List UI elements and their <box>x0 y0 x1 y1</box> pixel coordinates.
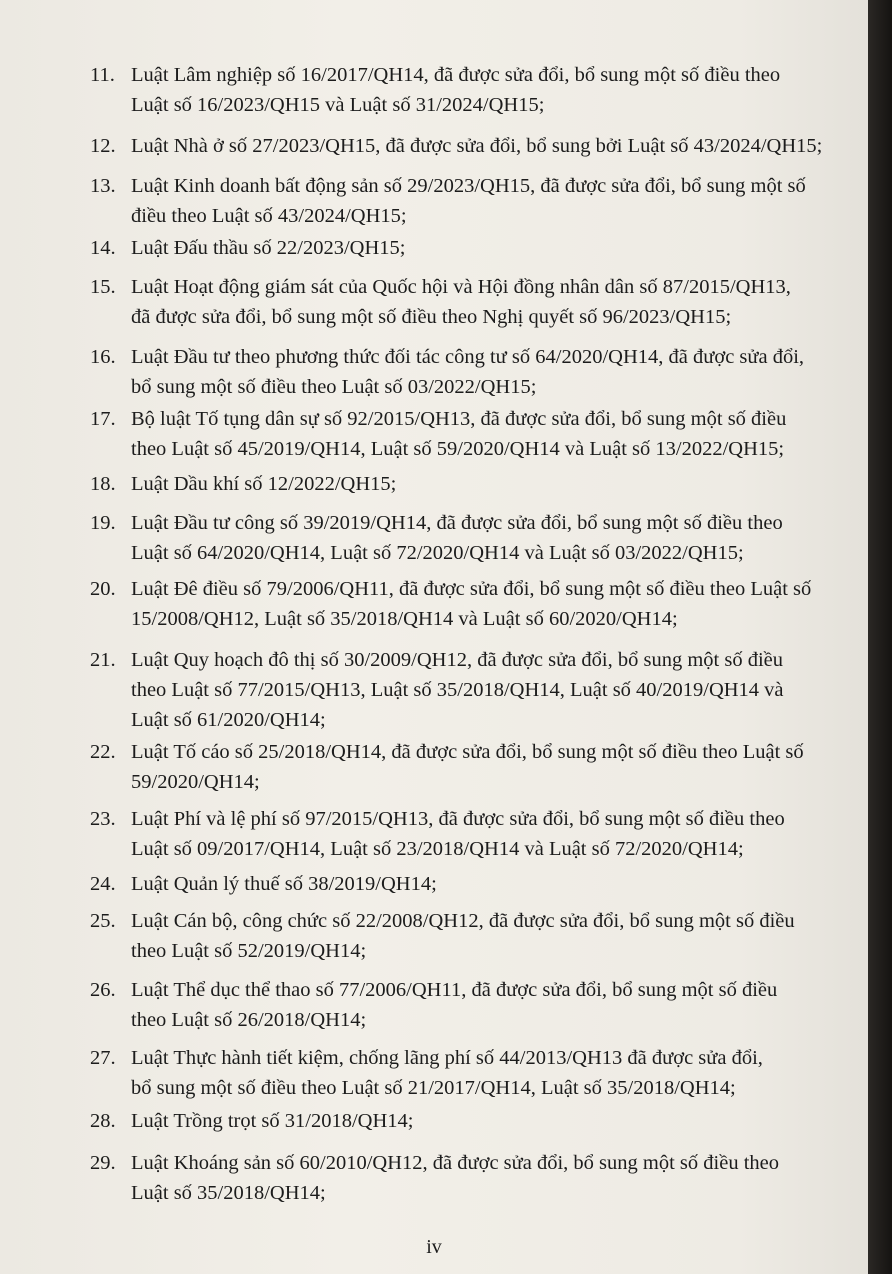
item-text-line: Luật Khoáng sản số 60/2010/QH12, đã được sửa đổi, bổ sung một số điều theo <box>131 1152 779 1174</box>
item-text-line: Luật Trồng trọt số 31/2018/QH14; <box>131 1110 414 1132</box>
item-number: 26. <box>90 979 116 1001</box>
item-text-line: theo Luật số 45/2019/QH14, Luật số 59/2020/QH14 và Luật số 13/2022/QH15; <box>131 438 785 460</box>
list-item <box>90 804 852 864</box>
item-number: 20. <box>90 578 116 600</box>
list-item <box>90 975 852 1035</box>
list-item <box>90 60 852 120</box>
list-item <box>90 233 852 263</box>
list-item <box>90 404 852 464</box>
item-number: 12. <box>90 135 116 157</box>
item-number: 21. <box>90 649 116 671</box>
item-text-line: Luật Dầu khí số 12/2022/QH15; <box>131 473 397 495</box>
item-text-line: Luật Cán bộ, công chức số 22/2008/QH12, đã được sửa đổi, bổ sung một số điều <box>131 910 795 932</box>
list-item <box>90 469 852 499</box>
item-text-line: Luật Lâm nghiệp số 16/2017/QH14, đã được sửa đổi, bổ sung một số điều theo <box>131 64 781 86</box>
item-number: 16. <box>90 346 116 368</box>
item-text-line: Luật Nhà ở số 27/2023/QH15, đã được sửa đổi, bổ sung bởi Luật số 43/2024/QH15; <box>131 135 823 157</box>
item-number: 29. <box>90 1152 116 1174</box>
item-text-line: 15/2008/QH12, Luật số 35/2018/QH14 và Luật số 60/2020/QH14; <box>131 608 678 630</box>
item-number: 19. <box>90 512 116 534</box>
item-text-line: bổ sung một số điều theo Luật số 03/2022/QH15; <box>131 376 537 398</box>
item-text-line: Luật Đầu tư theo phương thức đối tác công tư số 64/2020/QH14, đã được sửa đổi, <box>131 346 805 368</box>
item-text-line: Luật Hoạt động giám sát của Quốc hội và Hội đồng nhân dân số 87/2015/QH13, <box>131 276 791 298</box>
page-edge-shadow <box>868 0 892 1274</box>
item-text-line: Luật Phí và lệ phí số 97/2015/QH13, đã được sửa đổi, bổ sung một số điều theo <box>131 808 785 830</box>
item-number: 13. <box>90 175 116 197</box>
item-text-line: theo Luật số 52/2019/QH14; <box>131 940 367 962</box>
list-item <box>90 645 852 735</box>
item-text-line: bổ sung một số điều theo Luật số 21/2017/QH14, Luật số 35/2018/QH14; <box>131 1077 736 1099</box>
item-number: 25. <box>90 910 116 932</box>
list-item <box>90 171 852 231</box>
item-number: 27. <box>90 1047 116 1069</box>
item-text-line: Luật Thực hành tiết kiệm, chống lãng phí số 44/2013/QH13 đã được sửa đổi, <box>131 1047 763 1069</box>
item-text-line: đã được sửa đổi, bổ sung một số điều theo Nghị quyết số 96/2023/QH15; <box>131 306 732 328</box>
item-text-line: Bộ luật Tố tụng dân sự số 92/2015/QH13, đã được sửa đổi, bổ sung một số điều <box>131 408 787 430</box>
list-item <box>90 737 852 797</box>
item-text-line: Luật Tố cáo số 25/2018/QH14, đã được sửa đổi, bổ sung một số điều theo Luật số <box>131 741 804 763</box>
list-item <box>90 869 852 899</box>
item-text-line: Luật Đê điều số 79/2006/QH11, đã được sửa đổi, bổ sung một số điều theo Luật số <box>131 578 812 600</box>
item-text-line: Luật số 16/2023/QH15 và Luật số 31/2024/QH15; <box>131 94 545 116</box>
list-item <box>90 1043 852 1103</box>
list-item <box>90 1148 852 1208</box>
list-item <box>90 342 852 402</box>
item-text-line: Luật số 35/2018/QH14; <box>131 1182 326 1204</box>
list-item <box>90 1106 852 1136</box>
item-number: 28. <box>90 1110 116 1132</box>
item-text-line: Luật Thể dục thể thao số 77/2006/QH11, đã được sửa đổi, bổ sung một số điều <box>131 979 778 1001</box>
item-text-line: Luật Kinh doanh bất động sản số 29/2023/QH15, đã được sửa đổi, bổ sung một số <box>131 175 806 197</box>
list-item <box>90 508 852 568</box>
list-item <box>90 906 852 966</box>
list-item <box>90 574 852 634</box>
item-text-line: điều theo Luật số 43/2024/QH15; <box>131 205 407 227</box>
item-text-line: Luật Quản lý thuế số 38/2019/QH14; <box>131 873 437 895</box>
item-number: 11. <box>90 64 115 86</box>
item-number: 23. <box>90 808 116 830</box>
item-text-line: theo Luật số 77/2015/QH13, Luật số 35/2018/QH14, Luật số 40/2019/QH14 và <box>131 679 784 701</box>
item-text-line: 59/2020/QH14; <box>131 771 260 793</box>
item-text-line: Luật số 64/2020/QH14, Luật số 72/2020/QH14 và Luật số 03/2022/QH15; <box>131 542 744 564</box>
item-text-line: Luật Quy hoạch đô thị số 30/2009/QH12, đã được sửa đổi, bổ sung một số điều <box>131 649 783 671</box>
item-text-line: Luật số 09/2017/QH14, Luật số 23/2018/QH14 và Luật số 72/2020/QH14; <box>131 838 744 860</box>
item-number: 18. <box>90 473 116 495</box>
item-number: 24. <box>90 873 116 895</box>
list-item <box>90 131 852 161</box>
item-number: 14. <box>90 237 116 259</box>
item-number: 17. <box>90 408 116 430</box>
item-text-line: Luật Đấu thầu số 22/2023/QH15; <box>131 237 406 259</box>
item-text-line: Luật Đầu tư công số 39/2019/QH14, đã được sửa đổi, bổ sung một số điều theo <box>131 512 783 534</box>
item-text-line: theo Luật số 26/2018/QH14; <box>131 1009 367 1031</box>
list-item <box>90 272 852 332</box>
page-number: iv <box>426 1236 442 1258</box>
item-number: 22. <box>90 741 116 763</box>
item-text-line: Luật số 61/2020/QH14; <box>131 709 326 731</box>
item-number: 15. <box>90 276 116 298</box>
